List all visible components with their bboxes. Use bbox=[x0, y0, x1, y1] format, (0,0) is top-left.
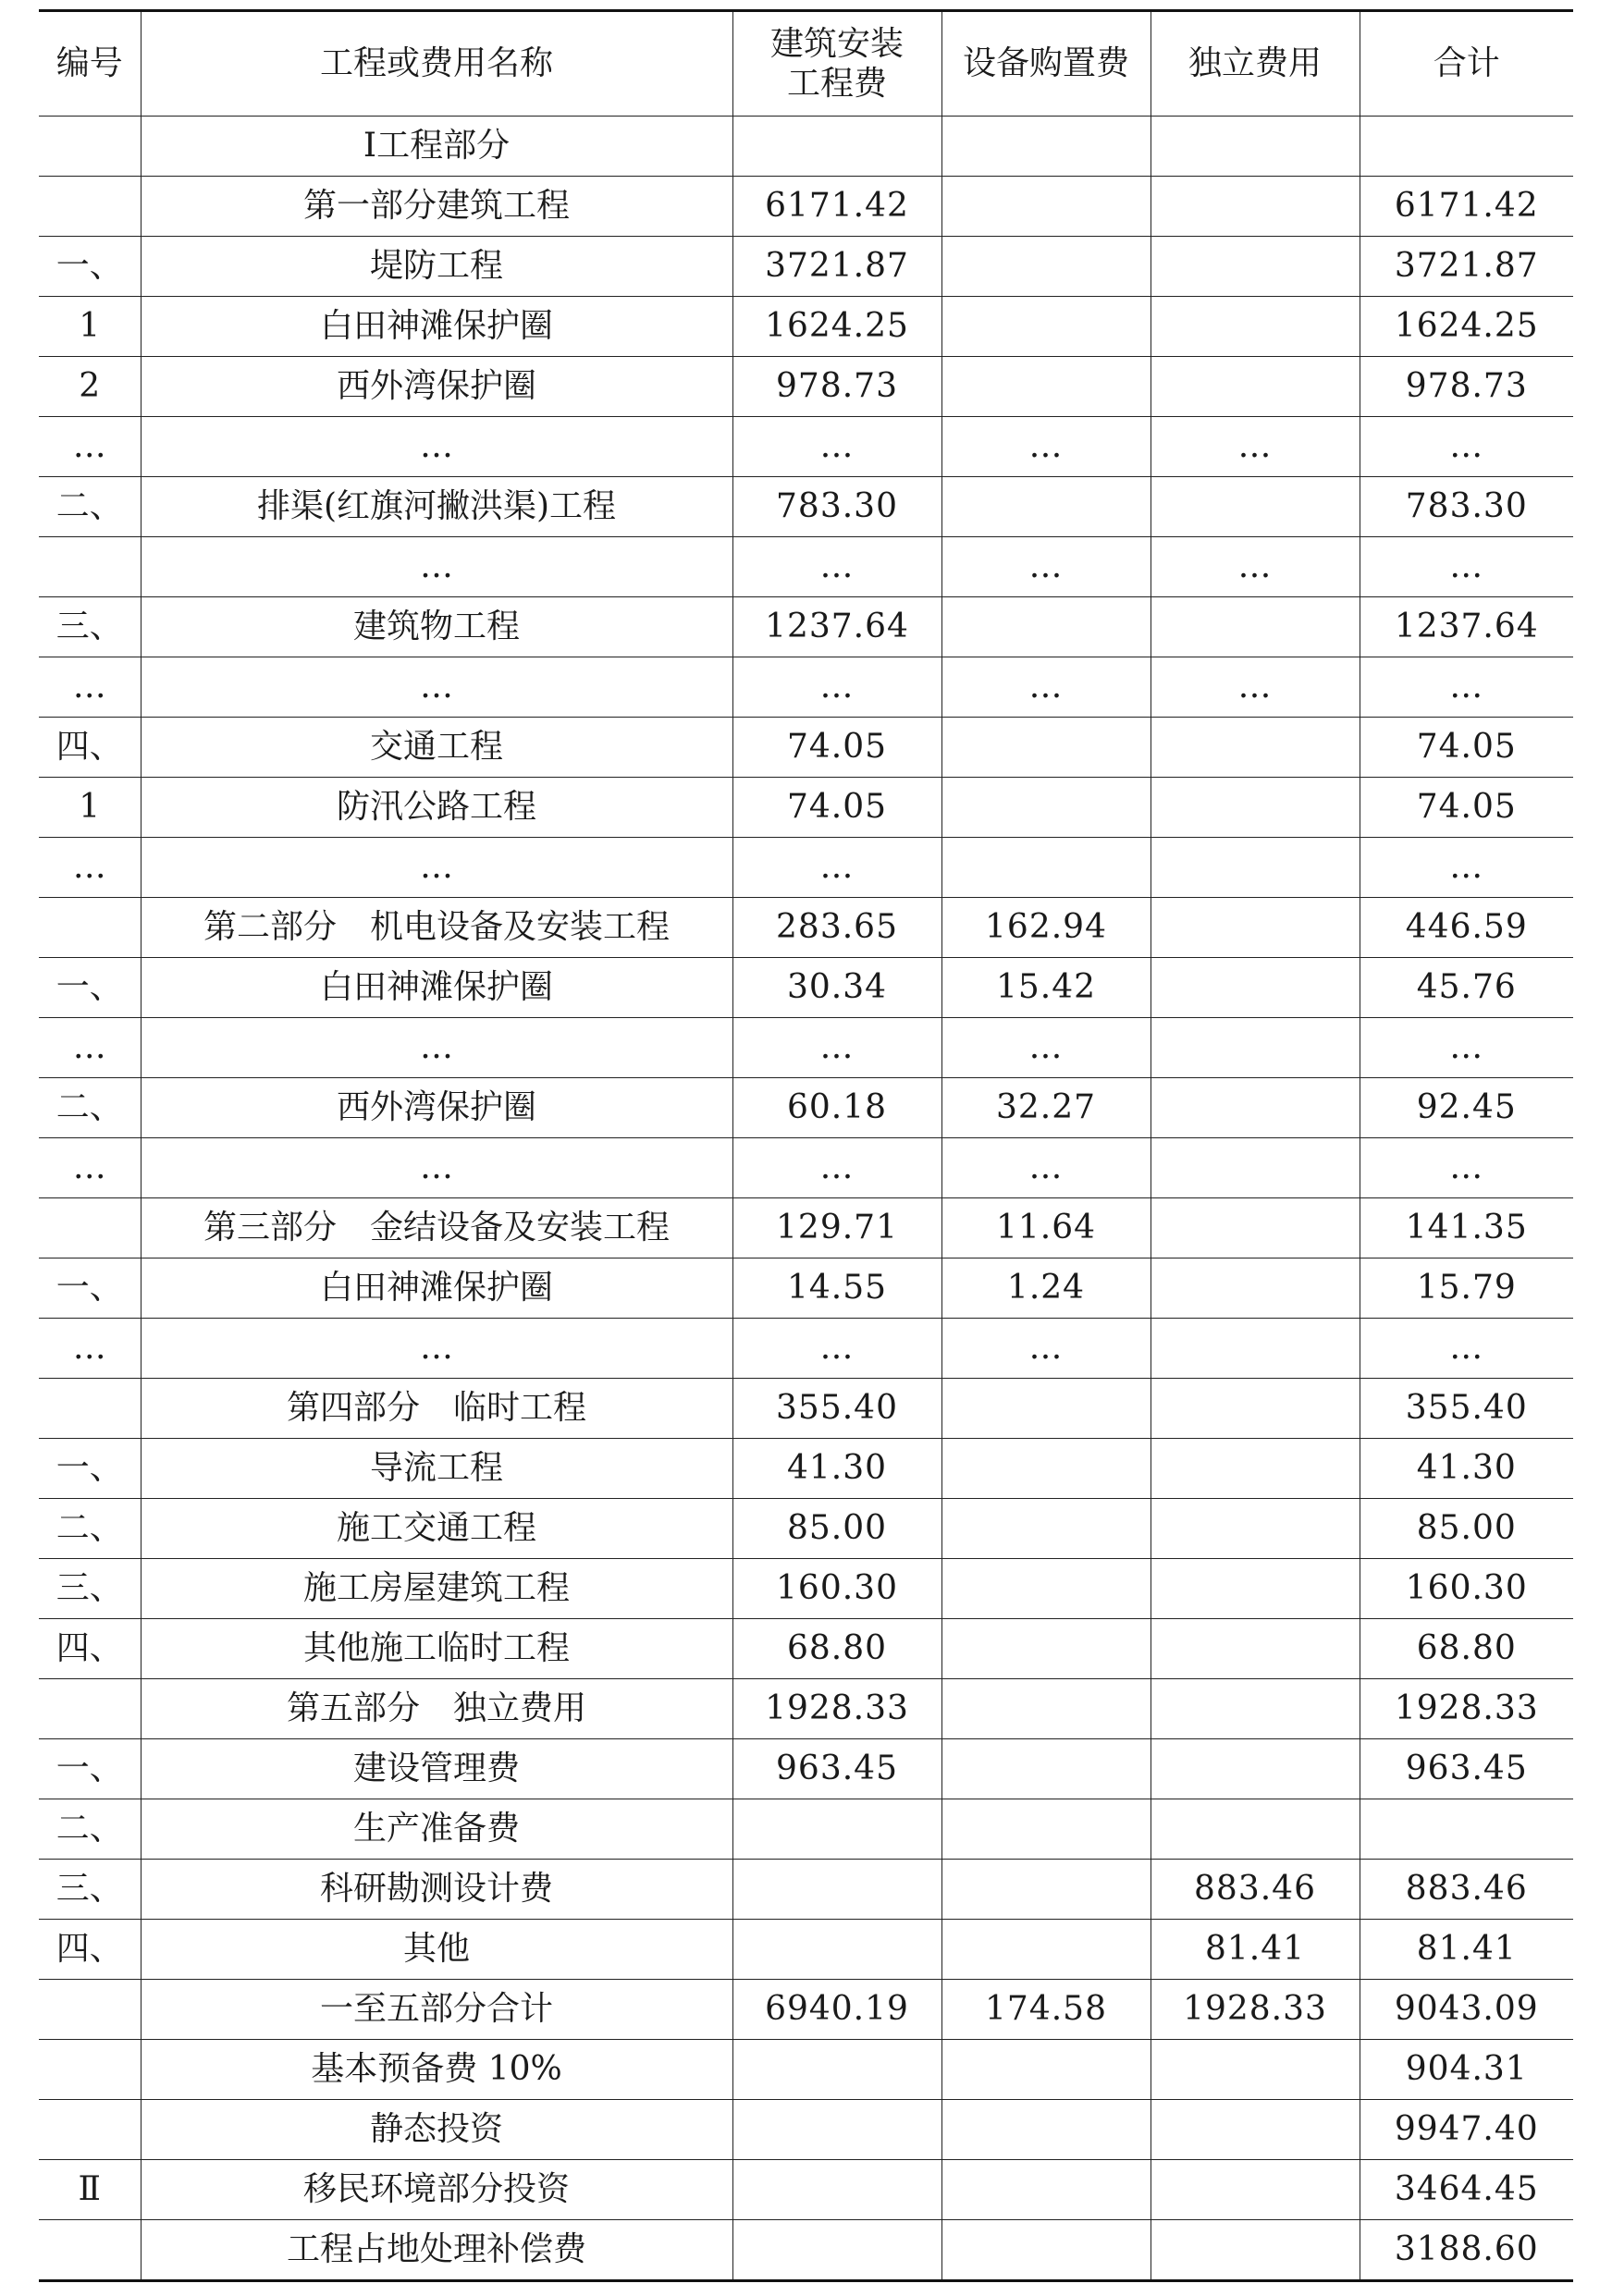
cell-equipment bbox=[941, 838, 1151, 898]
cell-id: … bbox=[39, 1319, 141, 1379]
cell-name: 工程占地处理补偿费 bbox=[141, 2220, 732, 2281]
cell-construction: 6171.42 bbox=[732, 177, 941, 237]
cell-id: 2 bbox=[39, 357, 141, 417]
table-row bbox=[39, 838, 1573, 898]
cell-equipment: 15.42 bbox=[941, 958, 1151, 1018]
cell-total: 45.76 bbox=[1360, 958, 1573, 1018]
table-header-row bbox=[39, 11, 1573, 117]
cell-equipment: … bbox=[941, 657, 1151, 718]
table-body bbox=[39, 117, 1573, 2281]
cell-name: 一至五部分合计 bbox=[141, 1980, 732, 2040]
cell-total: 963.45 bbox=[1360, 1739, 1573, 1799]
cell-equipment: … bbox=[941, 537, 1151, 597]
cell-name: 基本预备费 10% bbox=[141, 2040, 732, 2100]
cell-id: 四、 bbox=[39, 1619, 141, 1679]
table-row bbox=[39, 1559, 1573, 1619]
cell-construction: 1237.64 bbox=[732, 597, 941, 657]
cell-construction: 74.05 bbox=[732, 778, 941, 838]
cell-construction bbox=[732, 1860, 941, 1920]
cell-name: … bbox=[141, 537, 732, 597]
cell-equipment bbox=[941, 1379, 1151, 1439]
cell-independent: 81.41 bbox=[1151, 1920, 1360, 1980]
cell-name: 防汛公路工程 bbox=[141, 778, 732, 838]
cell-total: 9043.09 bbox=[1360, 1980, 1573, 2040]
cell-construction bbox=[732, 2160, 941, 2220]
cell-id: … bbox=[39, 838, 141, 898]
cell-name: … bbox=[141, 1319, 732, 1379]
table-row bbox=[39, 2220, 1573, 2281]
cell-id: … bbox=[39, 417, 141, 477]
cell-name: 静态投资 bbox=[141, 2100, 732, 2160]
cell-equipment bbox=[941, 1679, 1151, 1739]
table-row bbox=[39, 477, 1573, 537]
cell-equipment bbox=[941, 1499, 1151, 1559]
cell-equipment bbox=[941, 1559, 1151, 1619]
cell-total: 783.30 bbox=[1360, 477, 1573, 537]
cell-total: 15.79 bbox=[1360, 1259, 1573, 1319]
cell-name: 生产准备费 bbox=[141, 1799, 732, 1860]
table-row bbox=[39, 417, 1573, 477]
cell-equipment: 11.64 bbox=[941, 1198, 1151, 1259]
cell-independent bbox=[1151, 1559, 1360, 1619]
table-row bbox=[39, 718, 1573, 778]
cell-construction: 1624.25 bbox=[732, 297, 941, 357]
cell-independent bbox=[1151, 1799, 1360, 1860]
cell-construction: 6940.19 bbox=[732, 1980, 941, 2040]
cell-total: 1624.25 bbox=[1360, 297, 1573, 357]
cell-name: … bbox=[141, 1138, 732, 1198]
cell-construction bbox=[732, 1799, 941, 1860]
cell-construction: 129.71 bbox=[732, 1198, 941, 1259]
cell-equipment bbox=[941, 2220, 1151, 2281]
cell-equipment bbox=[941, 177, 1151, 237]
cell-name: … bbox=[141, 657, 732, 718]
cell-total: … bbox=[1360, 1319, 1573, 1379]
cell-independent bbox=[1151, 1259, 1360, 1319]
table-row bbox=[39, 237, 1573, 297]
cell-name: 白田神滩保护圈 bbox=[141, 297, 732, 357]
cell-total: 81.41 bbox=[1360, 1920, 1573, 1980]
cell-id: 三、 bbox=[39, 1860, 141, 1920]
cell-independent bbox=[1151, 2160, 1360, 2220]
cell-name: 导流工程 bbox=[141, 1439, 732, 1499]
cell-name: 交通工程 bbox=[141, 718, 732, 778]
table-row bbox=[39, 1799, 1573, 1860]
cell-equipment bbox=[941, 597, 1151, 657]
cell-construction: 30.34 bbox=[732, 958, 941, 1018]
cell-construction bbox=[732, 1920, 941, 1980]
cell-total: … bbox=[1360, 657, 1573, 718]
cell-equipment bbox=[941, 718, 1151, 778]
cell-independent bbox=[1151, 237, 1360, 297]
cell-id: … bbox=[39, 657, 141, 718]
cell-id bbox=[39, 117, 141, 177]
cell-id bbox=[39, 2220, 141, 2281]
cell-construction: … bbox=[732, 1319, 941, 1379]
cell-id bbox=[39, 177, 141, 237]
table-row bbox=[39, 958, 1573, 1018]
table-row bbox=[39, 1018, 1573, 1078]
cell-independent bbox=[1151, 1739, 1360, 1799]
cell-independent: … bbox=[1151, 417, 1360, 477]
cell-name: 科研勘测设计费 bbox=[141, 1860, 732, 1920]
cell-construction bbox=[732, 2040, 941, 2100]
cell-total: 74.05 bbox=[1360, 778, 1573, 838]
cell-independent bbox=[1151, 117, 1360, 177]
cell-independent: … bbox=[1151, 537, 1360, 597]
cell-equipment bbox=[941, 2160, 1151, 2220]
cell-id: 一、 bbox=[39, 958, 141, 1018]
header-name: 工程或费用名称 bbox=[141, 11, 732, 117]
cell-name: 排渠(红旗河撇洪渠)工程 bbox=[141, 477, 732, 537]
cell-total: 141.35 bbox=[1360, 1198, 1573, 1259]
cell-construction: 783.30 bbox=[732, 477, 941, 537]
table-row bbox=[39, 1259, 1573, 1319]
cell-id bbox=[39, 537, 141, 597]
cell-total: 85.00 bbox=[1360, 1499, 1573, 1559]
cell-total: 160.30 bbox=[1360, 1559, 1573, 1619]
cell-id: 一、 bbox=[39, 1439, 141, 1499]
cell-id: 1 bbox=[39, 778, 141, 838]
cell-id: 1 bbox=[39, 297, 141, 357]
table-row bbox=[39, 1198, 1573, 1259]
table-row bbox=[39, 1138, 1573, 1198]
cell-id bbox=[39, 1980, 141, 2040]
table-row bbox=[39, 1679, 1573, 1739]
cell-independent bbox=[1151, 1439, 1360, 1499]
table-row bbox=[39, 117, 1573, 177]
cell-id: Ⅱ bbox=[39, 2160, 141, 2220]
cell-equipment bbox=[941, 778, 1151, 838]
cell-construction bbox=[732, 2220, 941, 2281]
cell-id: … bbox=[39, 1138, 141, 1198]
cell-equipment bbox=[941, 477, 1151, 537]
cell-total: 3721.87 bbox=[1360, 237, 1573, 297]
cell-independent bbox=[1151, 1619, 1360, 1679]
cell-total: … bbox=[1360, 838, 1573, 898]
cell-construction: 68.80 bbox=[732, 1619, 941, 1679]
cell-independent bbox=[1151, 597, 1360, 657]
header-independent: 独立费用 bbox=[1151, 11, 1360, 117]
cell-equipment: 1.24 bbox=[941, 1259, 1151, 1319]
cell-total: … bbox=[1360, 537, 1573, 597]
cell-id: 三、 bbox=[39, 1559, 141, 1619]
cost-estimate-table bbox=[39, 9, 1573, 2282]
cell-independent bbox=[1151, 357, 1360, 417]
cell-id: 四、 bbox=[39, 1920, 141, 1980]
cell-total: 74.05 bbox=[1360, 718, 1573, 778]
cell-name: 其他 bbox=[141, 1920, 732, 1980]
cell-total bbox=[1360, 1799, 1573, 1860]
cell-name: … bbox=[141, 838, 732, 898]
header-construction: 建筑安装 工程费 bbox=[732, 11, 941, 117]
cell-equipment bbox=[941, 1799, 1151, 1860]
header-total: 合计 bbox=[1360, 11, 1573, 117]
cell-construction bbox=[732, 117, 941, 177]
cell-independent bbox=[1151, 2220, 1360, 2281]
cell-name: … bbox=[141, 417, 732, 477]
cell-id: 二、 bbox=[39, 477, 141, 537]
cell-construction: 74.05 bbox=[732, 718, 941, 778]
cell-independent: 1928.33 bbox=[1151, 1980, 1360, 2040]
cell-construction: 283.65 bbox=[732, 898, 941, 958]
cell-id: 一、 bbox=[39, 237, 141, 297]
table-row bbox=[39, 2040, 1573, 2100]
cell-total: 9947.40 bbox=[1360, 2100, 1573, 2160]
cell-independent bbox=[1151, 1078, 1360, 1138]
cell-construction: … bbox=[732, 537, 941, 597]
cell-construction bbox=[732, 2100, 941, 2160]
cell-name: 白田神滩保护圈 bbox=[141, 958, 732, 1018]
cell-construction: 41.30 bbox=[732, 1439, 941, 1499]
table-row bbox=[39, 1379, 1573, 1439]
cell-independent bbox=[1151, 1138, 1360, 1198]
table-row bbox=[39, 778, 1573, 838]
table-row bbox=[39, 1499, 1573, 1559]
cell-id bbox=[39, 1679, 141, 1739]
table-row bbox=[39, 1980, 1573, 2040]
cell-total: 446.59 bbox=[1360, 898, 1573, 958]
cell-id bbox=[39, 2040, 141, 2100]
cell-total: … bbox=[1360, 1138, 1573, 1198]
cell-id: 二、 bbox=[39, 1078, 141, 1138]
table-row bbox=[39, 597, 1573, 657]
cell-name: 其他施工临时工程 bbox=[141, 1619, 732, 1679]
cell-name: 施工交通工程 bbox=[141, 1499, 732, 1559]
cell-construction: … bbox=[732, 1138, 941, 1198]
cell-total: 3188.60 bbox=[1360, 2220, 1573, 2281]
table-row bbox=[39, 1860, 1573, 1920]
cell-independent bbox=[1151, 958, 1360, 1018]
cell-total: … bbox=[1360, 417, 1573, 477]
cell-name: 移民环境部分投资 bbox=[141, 2160, 732, 2220]
cell-independent bbox=[1151, 1018, 1360, 1078]
header-equipment: 设备购置费 bbox=[941, 11, 1151, 117]
cell-construction: 160.30 bbox=[732, 1559, 941, 1619]
cell-independent: 883.46 bbox=[1151, 1860, 1360, 1920]
cell-name: 第四部分 临时工程 bbox=[141, 1379, 732, 1439]
cell-id bbox=[39, 1379, 141, 1439]
table-row bbox=[39, 1439, 1573, 1499]
cell-independent bbox=[1151, 1319, 1360, 1379]
table-row bbox=[39, 898, 1573, 958]
cell-id: 二、 bbox=[39, 1799, 141, 1860]
cell-equipment: … bbox=[941, 1018, 1151, 1078]
cell-construction: … bbox=[732, 838, 941, 898]
cell-construction: 978.73 bbox=[732, 357, 941, 417]
cell-name: 建筑物工程 bbox=[141, 597, 732, 657]
cell-id: 一、 bbox=[39, 1259, 141, 1319]
cell-id bbox=[39, 1198, 141, 1259]
cell-construction: 3721.87 bbox=[732, 237, 941, 297]
cell-total: 904.31 bbox=[1360, 2040, 1573, 2100]
table-row bbox=[39, 1920, 1573, 1980]
cell-total: … bbox=[1360, 1018, 1573, 1078]
cell-independent bbox=[1151, 778, 1360, 838]
cell-independent bbox=[1151, 1679, 1360, 1739]
cell-independent bbox=[1151, 177, 1360, 237]
cell-construction: 60.18 bbox=[732, 1078, 941, 1138]
table-row bbox=[39, 657, 1573, 718]
cell-id: … bbox=[39, 1018, 141, 1078]
cell-independent: … bbox=[1151, 657, 1360, 718]
cell-id bbox=[39, 898, 141, 958]
table-row bbox=[39, 1619, 1573, 1679]
cell-equipment: 174.58 bbox=[941, 1980, 1151, 2040]
cell-independent bbox=[1151, 1379, 1360, 1439]
cell-independent bbox=[1151, 718, 1360, 778]
cell-name: 第五部分 独立费用 bbox=[141, 1679, 732, 1739]
cell-equipment: … bbox=[941, 1138, 1151, 1198]
cell-total bbox=[1360, 117, 1573, 177]
cell-total: 6171.42 bbox=[1360, 177, 1573, 237]
cell-equipment bbox=[941, 1619, 1151, 1679]
cell-total: 355.40 bbox=[1360, 1379, 1573, 1439]
table-row bbox=[39, 2100, 1573, 2160]
table-row bbox=[39, 297, 1573, 357]
cell-name: … bbox=[141, 1018, 732, 1078]
cell-id: 三、 bbox=[39, 597, 141, 657]
cell-name: 建设管理费 bbox=[141, 1739, 732, 1799]
cell-total: 3464.45 bbox=[1360, 2160, 1573, 2220]
cell-construction: … bbox=[732, 1018, 941, 1078]
cell-independent bbox=[1151, 898, 1360, 958]
table-row bbox=[39, 1078, 1573, 1138]
cell-independent bbox=[1151, 1198, 1360, 1259]
cell-id: 一、 bbox=[39, 1739, 141, 1799]
cell-name: 第二部分 机电设备及安装工程 bbox=[141, 898, 732, 958]
cell-independent bbox=[1151, 2100, 1360, 2160]
cell-equipment bbox=[941, 1920, 1151, 1980]
cell-equipment bbox=[941, 1860, 1151, 1920]
table-row bbox=[39, 537, 1573, 597]
cell-equipment bbox=[941, 237, 1151, 297]
cell-name: Ⅰ工程部分 bbox=[141, 117, 732, 177]
cell-total: 68.80 bbox=[1360, 1619, 1573, 1679]
cell-construction: … bbox=[732, 657, 941, 718]
table-row bbox=[39, 357, 1573, 417]
cell-id bbox=[39, 2100, 141, 2160]
table-row bbox=[39, 177, 1573, 237]
cell-equipment bbox=[941, 1739, 1151, 1799]
cell-construction: 14.55 bbox=[732, 1259, 941, 1319]
cell-name: 白田神滩保护圈 bbox=[141, 1259, 732, 1319]
header-id: 编号 bbox=[39, 11, 141, 117]
cell-name: 施工房屋建筑工程 bbox=[141, 1559, 732, 1619]
cell-id: 二、 bbox=[39, 1499, 141, 1559]
cell-total: 978.73 bbox=[1360, 357, 1573, 417]
cell-total: 1237.64 bbox=[1360, 597, 1573, 657]
cell-independent bbox=[1151, 297, 1360, 357]
table-row bbox=[39, 1739, 1573, 1799]
cell-name: 第一部分建筑工程 bbox=[141, 177, 732, 237]
table-row bbox=[39, 1319, 1573, 1379]
cell-total: 41.30 bbox=[1360, 1439, 1573, 1499]
cost-table-container bbox=[39, 9, 1573, 2282]
cell-name: 第三部分 金结设备及安装工程 bbox=[141, 1198, 732, 1259]
cell-total: 883.46 bbox=[1360, 1860, 1573, 1920]
cell-total: 92.45 bbox=[1360, 1078, 1573, 1138]
cell-construction: 85.00 bbox=[732, 1499, 941, 1559]
cell-independent bbox=[1151, 477, 1360, 537]
table-row bbox=[39, 2160, 1573, 2220]
cell-equipment: 162.94 bbox=[941, 898, 1151, 958]
cell-independent bbox=[1151, 838, 1360, 898]
cell-equipment bbox=[941, 357, 1151, 417]
cell-equipment: … bbox=[941, 1319, 1151, 1379]
cell-equipment: … bbox=[941, 417, 1151, 477]
cell-name: 堤防工程 bbox=[141, 237, 732, 297]
cell-construction: 1928.33 bbox=[732, 1679, 941, 1739]
cell-equipment bbox=[941, 117, 1151, 177]
cell-equipment bbox=[941, 2040, 1151, 2100]
cell-name: 西外湾保护圈 bbox=[141, 357, 732, 417]
cell-name: 西外湾保护圈 bbox=[141, 1078, 732, 1138]
cell-equipment bbox=[941, 1439, 1151, 1499]
cell-construction: … bbox=[732, 417, 941, 477]
cell-equipment: 32.27 bbox=[941, 1078, 1151, 1138]
cell-construction: 355.40 bbox=[732, 1379, 941, 1439]
cell-id: 四、 bbox=[39, 718, 141, 778]
cell-equipment bbox=[941, 2100, 1151, 2160]
cell-equipment bbox=[941, 297, 1151, 357]
cell-independent bbox=[1151, 1499, 1360, 1559]
cell-independent bbox=[1151, 2040, 1360, 2100]
cell-total: 1928.33 bbox=[1360, 1679, 1573, 1739]
cell-construction: 963.45 bbox=[732, 1739, 941, 1799]
